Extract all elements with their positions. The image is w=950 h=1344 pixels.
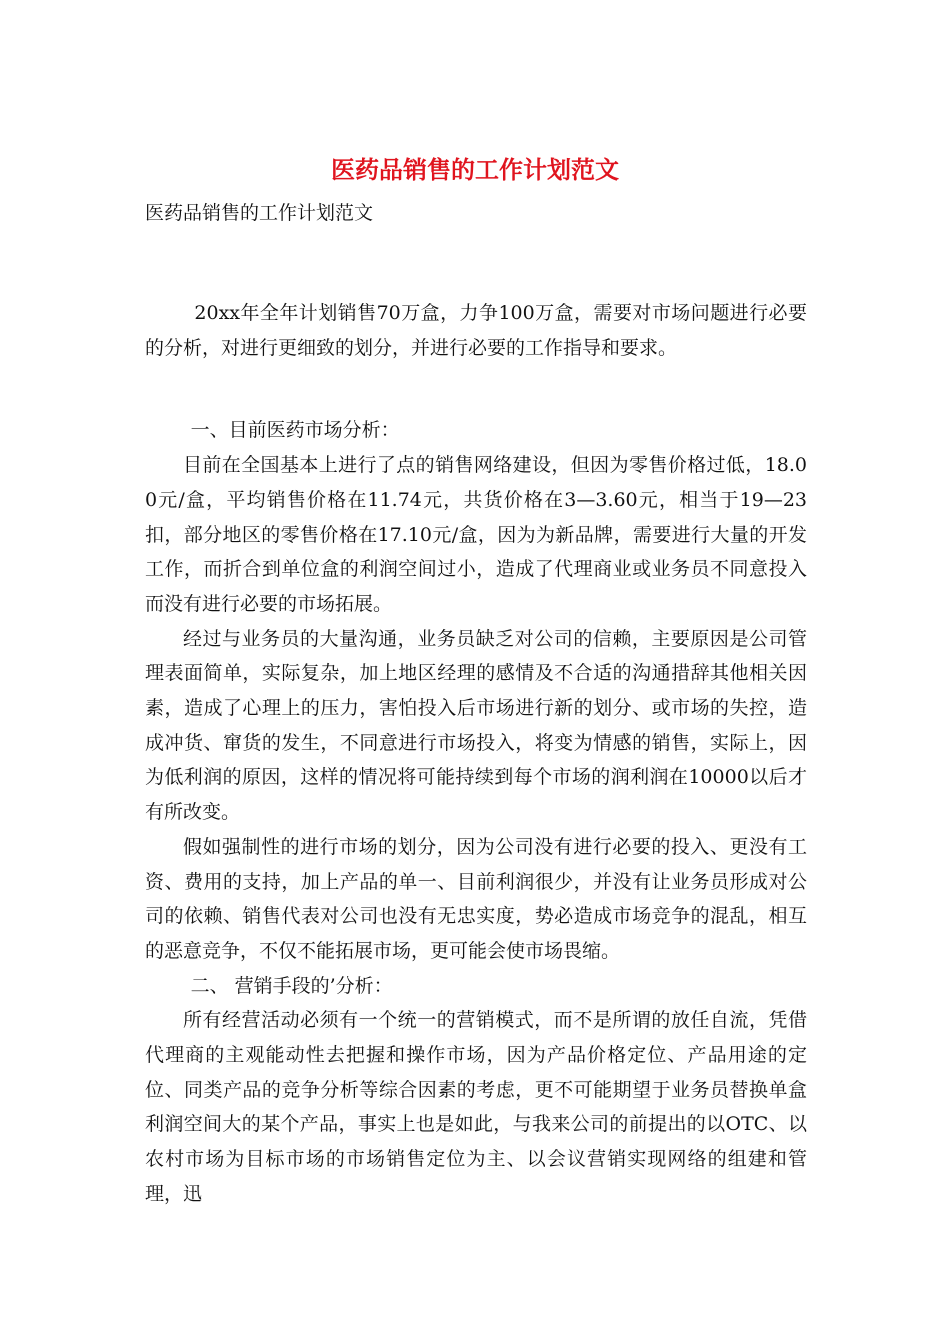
intro-paragraph: 20xx年全年计划销售70万盒，力争100万盒，需要对市场问题进行必要的分析，对进行更细致的划分，并进行必要的工作指导和要求。 [145, 302, 807, 359]
document-subtitle: 医药品销售的工作计划范文 [145, 202, 374, 224]
document-body [145, 296, 807, 1212]
section-heading-marketing-analysis: 二、 营销手段的’分析： [190, 974, 393, 997]
market-analysis-paragraph-1: 目前在全国基本上进行了点的销售网络建设，但因为零售价格过低，18.00元/盒，平均销售价格在11.74元，共货价格在3—3.60元，相当于19—23扣，部分地区的零售价格在17.10元/盒，因为为新品牌，需要进行大量的开发工作，而折合到单位盒的利润空间过小，造成了代理商业或业务员不同意投入而没有进行必要的市场拓展。 [145, 454, 807, 615]
document-title: 医药品销售的工作计划范文 [331, 155, 619, 184]
market-analysis-paragraph-3: 假如强制性的进行市场的划分，因为公司没有进行必要的投入、更没有工资、费用的支持，加上产品的单一、目前利润很少，并没有让业务员形成对公司的依赖、销售代表对公司也没有无忠实度，势必造成市场竞争的混乱，相互的恶意竞争，不仅不能拓展市场，更可能会使市场畏缩。 [145, 835, 807, 962]
paragraph-gap [145, 365, 807, 413]
section-heading-market-analysis: 一、目前医药市场分析： [190, 419, 400, 442]
market-analysis-paragraph-2: 经过与业务员的大量沟通，业务员缺乏对公司的信赖，主要原因是公司管理表面简单，实际复杂，加上地区经理的感情及不合适的沟通措辞其他相关因素，造成了心理上的压力，害怕投入后市场进行新的划分、或市场的失控，造成冲货、窜货的发生，不同意进行市场投入，将变为情感的销售，实际上，因为低利润的原因，这样的情况将可能持续到每个市场的润利润在10000以后才有所改变。 [145, 627, 807, 824]
marketing-analysis-paragraph-1: 所有经营活动必须有一个统一的营销模式，而不是所谓的放任自流，凭借代理商的主观能动性去把握和操作市场，因为产品价格定位、产品用途的定位、同类产品的竞争分析等综合因素的考虑，更不可能期望于业务员替换单盒利润空间大的某个产品，事实上也是如此，与我来公司的前提出的以OTC、以农村市场为目标市场的市场销售定位为主、以会议营销实现网络的组建和管理，迅 [145, 1009, 807, 1205]
